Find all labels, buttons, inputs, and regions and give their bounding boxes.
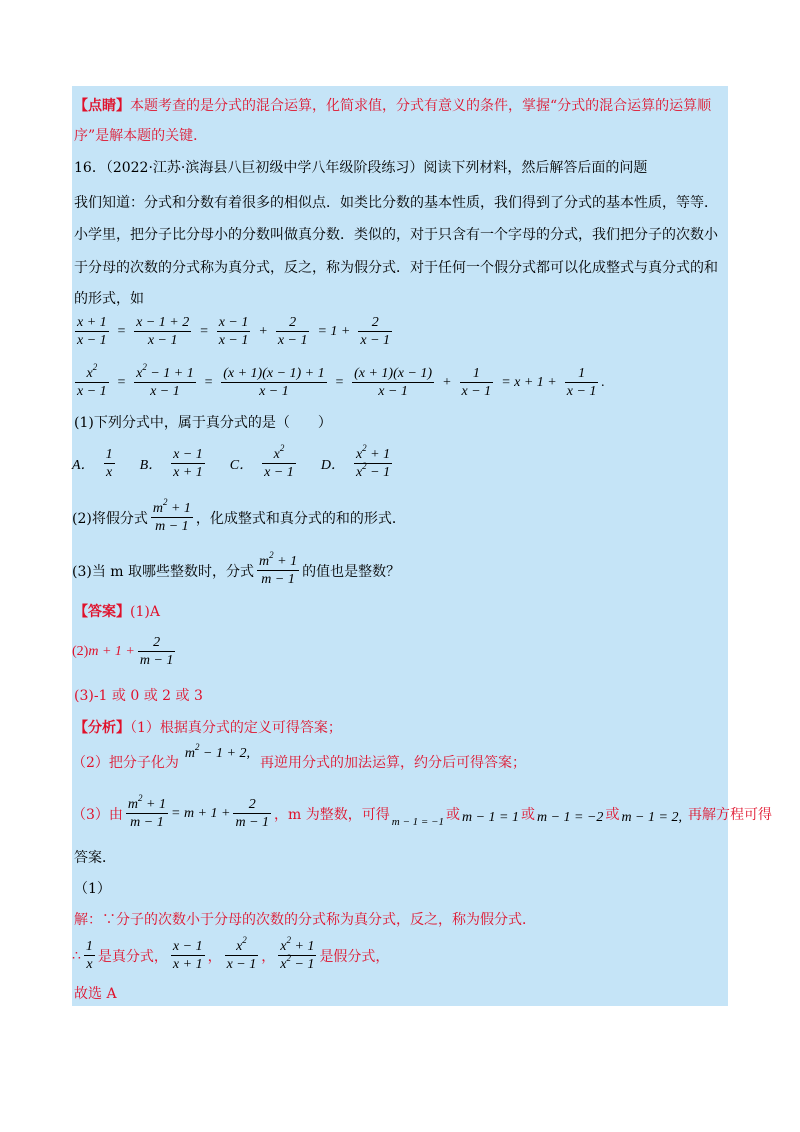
question-1: (1)下列分式中，属于真分式的是（ ）	[74, 415, 332, 431]
equation-2: $\frac{x^2}{x - 1}$ = $\frac{x^2 - 1 + 1}{x - 1}$ = $\frac{(x + 1)(x - 1) + 1}{x - 1}$ = $\frac{(x + 1)(x - 1)}{x - 1}$ + $\frac{1}{x - 1}$ = x + 1 + $\frac{1}{x - 1}$ .	[77, 362, 605, 399]
material-line-1: 我们知道：分式和分数有着很多的相似点．如类比分数的基本性质，我们得到了分式的基本性质，等等．	[74, 195, 718, 211]
question-2: (2)将假分式 $\frac{m^2 + 1}{m - 1}$ ，化成整式和真分式的和的形式．	[72, 497, 406, 534]
comment-line-1: 【点睛】本题考查的是分式的混合运算，化简求值，分式有意义的条件，掌握“分式的混合运算的运算顺	[74, 98, 712, 114]
equation-1: $\frac{x + 1}{x - 1}$ = $\frac{x - 1 + 2}{x - 1}$ = $\frac{x - 1}{x - 1}$ + $\frac{2}{x - 1}$ = 1 + $\frac{2}{x - 1}$	[77, 315, 391, 348]
question-3: (3)当 m 取哪些整数时，分式 $\frac{m^2 + 1}{m - 1}$ 的值也是整数？	[72, 550, 401, 587]
option-b-fraction: $\frac{x - 1}{x + 1}$	[173, 447, 203, 480]
option-c-fraction: $\frac{x^2}{x - 1}$	[264, 443, 294, 480]
solution-number: （1）	[74, 881, 111, 897]
solution-line-3: 故选 A	[74, 986, 117, 1002]
solution-line-2: ∴ $\frac{1}{x}$ 是真分式， $\frac{x - 1}{x + 1}$ ， $\frac{x^2}{x - 1}$ ， $\frac{x^2 + 1}{x^2 - 1}$ 是假分式，	[72, 935, 390, 972]
answer-line-3: (3)-1 或 0 或 2 或 3	[74, 688, 203, 704]
analysis-line-3: （3）由 $\frac{m^2 + 1}{m - 1}$ = m + 1 + $\frac{2}{m - 1}$ ，m 为整数，可得 m − 1 = −1 或 m − 1 = 1 或 m − 1 = −2 或 m − 1 = 2, 再解方程可得	[72, 793, 772, 830]
option-d-fraction: $\frac{x^2 + 1}{x^2 - 1}$	[355, 443, 391, 480]
option-a-label: A．	[72, 457, 95, 473]
analysis-line-3-cont: 答案．	[74, 850, 116, 866]
comment-line-2: 序”是解本题的关键．	[74, 128, 208, 144]
highlight-panel	[72, 86, 728, 1006]
analysis-tag: 【分析】	[74, 720, 130, 736]
option-c-label: C．	[229, 457, 254, 473]
option-a-fraction: $\frac{1}{x}$	[105, 447, 113, 480]
problem-header: 16．（2022·江苏·滨海县八巨初级中学八年级阶段练习）阅读下列材料，然后解答后面的问题	[74, 160, 648, 176]
option-b-label: B．	[139, 457, 163, 473]
answer-tag: 【答案】	[74, 604, 130, 620]
analysis-line-1: 【分析】（1）根据真分式的定义可得答案；	[74, 720, 342, 736]
option-d-label: D．	[320, 457, 345, 473]
analysis-line-2: （2）把分子化为 $m^2 - 1 + 2$, 再逆用分式的加法运算，约分后可得答案；	[72, 742, 526, 771]
comment-tag: 【点睛】	[74, 98, 130, 114]
options-row	[72, 443, 395, 481]
material-line-2: 小学里，把分子比分母小的分数叫做真分数．类似的，对于只含有一个字母的分式，我们把分子的次数小	[74, 227, 718, 243]
answer-line-1: 【答案】(1)A	[74, 604, 160, 620]
material-line-3: 于分母的次数的分式称为真分式，反之，称为假分式．对于任何一个假分式都可以化成整式与真分式的和	[74, 260, 718, 276]
material-line-4: 的形式，如	[74, 291, 144, 307]
answer-line-2: (2) m + 1 + $\frac{2}{m - 1}$	[72, 635, 174, 668]
solution-line-1: 解：∵分子的次数小于分母的次数的分式称为真分式，反之，称为假分式．	[74, 912, 536, 928]
